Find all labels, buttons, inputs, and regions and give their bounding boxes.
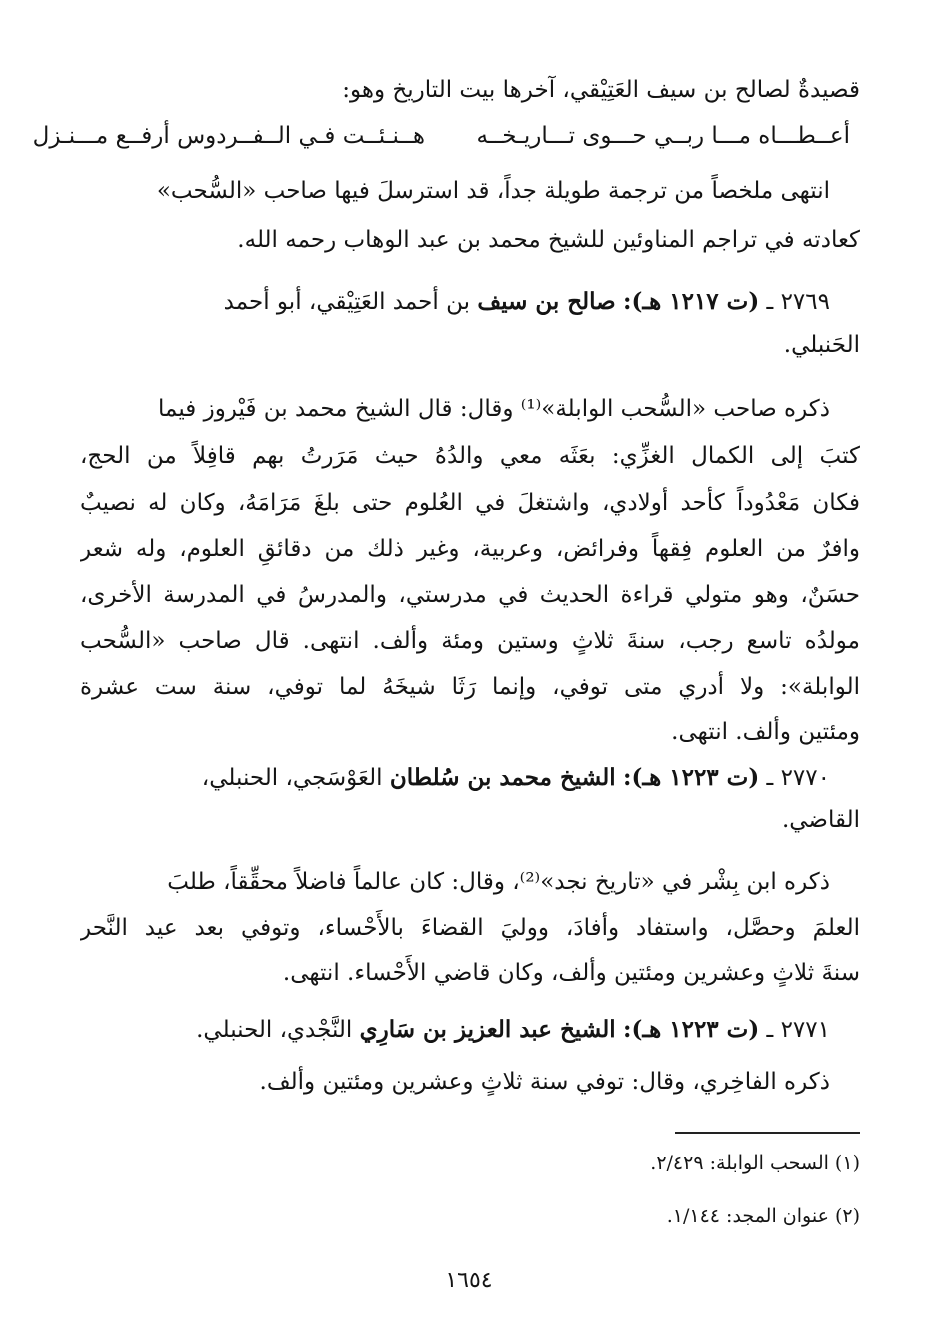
verse-second-hemistich: هــنـئــت فـي الــفــردوس أرفــع مـــنـزل	[32, 123, 425, 149]
entry-body-line: وافرٌ من العلوم فِقهاً وفرائض، وعربية، وغير ذلك من دقائقِ العلوم، وله شعر	[80, 536, 860, 562]
footnote: (١) السحب الوابلة: ٢/٤٢٩.	[650, 1152, 860, 1174]
entry-heading	[80, 1010, 830, 1050]
entry-heading-continuation: الحَنبلي.	[783, 332, 860, 358]
entry-heading-rest: العَوْسَجي، الحنبلي،	[201, 765, 383, 791]
intro-line: قصيدةٌ لصالح بن سيف العَتِيْقي، آخرها بيت التاريخ وهو:	[342, 77, 860, 103]
entry-heading	[80, 282, 830, 322]
intro-line: كعادته في تراجم المناوئين للشيخ محمد بن عبد الوهاب رحمه الله.	[237, 227, 860, 253]
entry-body-line: مولدُه تاسع رجب، سنةَ ثلاثٍ وستين ومئة وألف. انتهى. قال صاحب «السُّحب	[80, 628, 860, 654]
entry-heading-rest: بن أحمد العَتِيْقي، أبو أحمد	[223, 289, 471, 315]
verse-first-hemistich: أعــطـــاه مـــا ربــي حـــوى تـــاريـخــه	[476, 123, 850, 149]
footnote-separator	[675, 1132, 860, 1134]
death-year: (ت ١٢٢٣ هـ):	[622, 1016, 760, 1043]
death-year: (ت ١٢١٧ هـ):	[622, 288, 760, 315]
entry-body-line: العلمَ وحصَّل، واستفاد وأفادَ، ووليَ القضاءَ بالأَحْساء، وتوفي بعد عيد النَّحر	[80, 915, 860, 941]
entry-body-line: ذكره الفاخِري، وقال: توفي سنة ثلاثٍ وعشرين ومئتين وألف.	[259, 1069, 830, 1095]
entry-heading	[80, 758, 830, 798]
entry-body-line: الوابلة»: ولا أدري متى توفي، وإنما رَثَا شيخَهُ لما توفي، سنة ست عشرة	[80, 674, 860, 700]
entry-heading-continuation: القاضي.	[781, 807, 860, 833]
entry-name: الشيخ محمد بن سُلطان	[389, 764, 616, 791]
entry-name: صالح بن سيف	[477, 288, 616, 315]
entry-body-line: حسَنٌ، وهو متولي قراءة الحديث في مدرستي، والمدرسُ في المدرسة الأخرى،	[80, 582, 860, 608]
entry-name: الشيخ عبد العزيز بن سَارِي	[359, 1016, 616, 1043]
entry-heading-rest: النَّجْدي، الحنبلي.	[196, 1017, 353, 1043]
entry-number: ٢٧٦٩ ـ	[766, 289, 830, 315]
page-number: ١٦٥٤	[445, 1268, 493, 1293]
entry-number: ٢٧٧٠ ـ	[766, 765, 830, 791]
footnote: (٢) عنوان المجد: ١/١٤٤.	[666, 1205, 860, 1227]
entry-body-line: ذكره صاحب «السُّحب الوابلة»⁽¹⁾ وقال: قال الشيخ محمد بن فَيْروز فيما	[158, 396, 830, 422]
entry-body-line: فكان مَعْدُوداً كأحد أولادي، واشتغلَ في العُلوم حتى بلغَ مَرَامَهُ، وكان له نصيبٌ	[80, 490, 860, 516]
entry-number: ٢٧٧١ ـ	[766, 1017, 830, 1043]
entry-body-line: كتبَ إلى الكمال الغزِّي: بعَثَه معي والدُهُ حيث مَرَرتُ بهم قافِلاً من الحج،	[80, 443, 860, 469]
entry-body-line: ذكره ابن بِشْر في «تاريخ نجد»⁽²⁾، وقال: كان عالماً فاضلاً محقِّقاً، طلبَ	[167, 869, 830, 895]
intro-line: انتهى ملخصاً من ترجمة طويلة جداً، قد استرسلَ فيها صاحب «السُّحب»	[156, 178, 830, 204]
entry-body-line: ومئتين وألف. انتهى.	[671, 719, 860, 745]
death-year: (ت ١٢٢٣ هـ):	[622, 764, 760, 791]
entry-body-line: سنةَ ثلاثٍ وعشرين ومئتين وألف، وكان قاضي الأَحْساء. انتهى.	[282, 960, 860, 986]
